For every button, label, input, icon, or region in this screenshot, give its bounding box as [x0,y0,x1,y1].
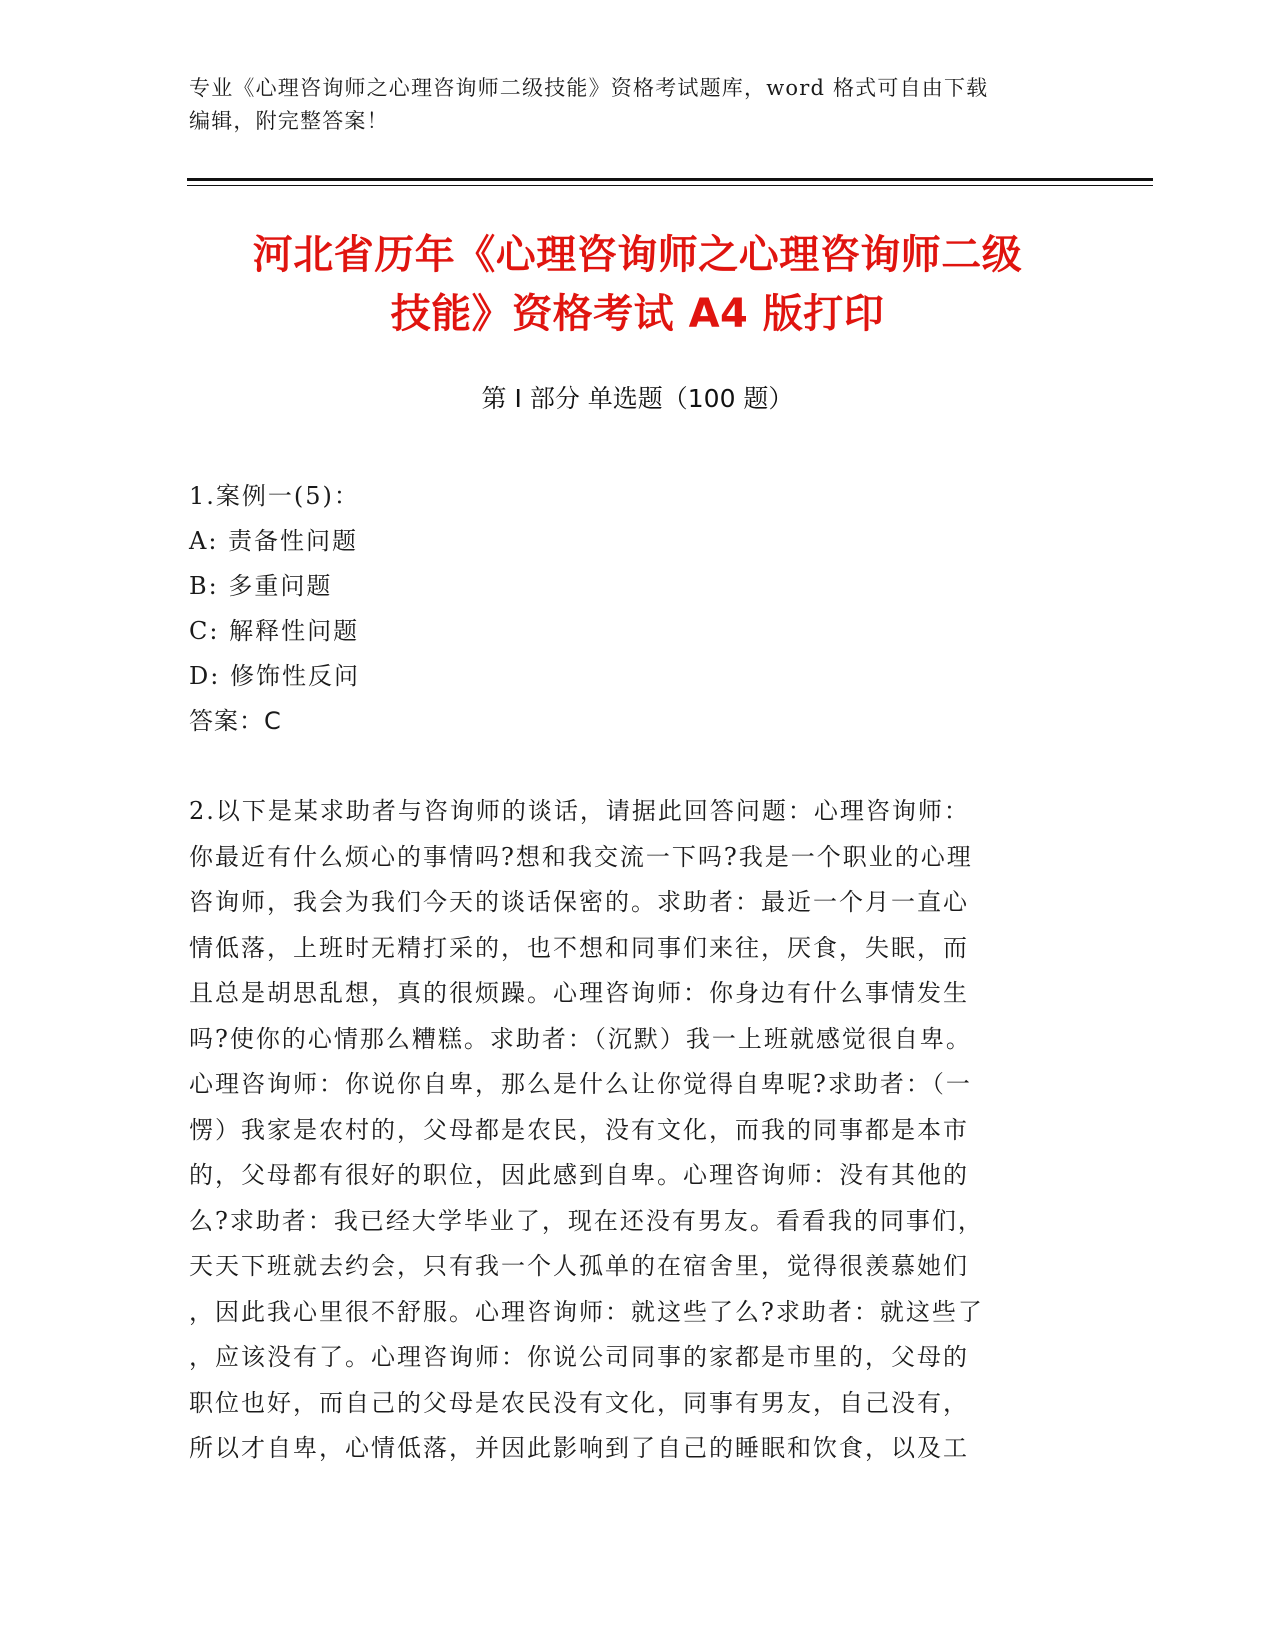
question-text-line: 且总是胡思乱想，真的很烦躁。心理咨询师：你身边有什么事情发生 [189,979,969,1007]
question-list [189,474,1069,1472]
question-text-line: 你最近有什么烦心的事情吗?想和我交流一下吗?我是一个职业的心理 [189,842,973,871]
question-text-line: 吗?使你的心情那么糟糕。求助者：（沉默）我一上班就感觉很自卑。 [189,1024,972,1053]
option-b: B: 多重问题 [189,572,333,600]
question-text-line: ，应该没有了。心理咨询师：你说公司同事的家都是市里的，父母的 [189,1343,969,1371]
question-text-line: 职位也好，而自己的父母是农民没有文化，同事有男友，自己没有， [189,1388,969,1417]
question-text-line: 咨询师，我会为我们今天的谈话保密的。求助者：最近一个月一直心 [189,888,969,916]
option-d: D: 修饰性反问 [189,662,360,690]
question-text-line: 情低落，上班时无精打采的，也不想和同事们来往，厌食，失眠，而 [189,933,969,962]
question-stem: 1.案例一(5)： [189,482,360,510]
document-title [150,226,1125,344]
question-text-line: 的，父母都有很好的职位，因此感到自卑。心理咨询师：没有其他的 [189,1161,969,1189]
answer-line: 答案：C [189,707,282,735]
question-spacer [189,744,1069,789]
option-c: C: 解释性问题 [189,617,360,645]
section-title: 第 I 部分 单选题（100 题） [481,384,794,413]
question-text-line: 所以才自卑，心情低落，并因此影响到了自己的睡眠和饮食，以及工 [189,1434,969,1462]
question-1 [189,474,1069,744]
question-text-line: 心理咨询师：你说你自卑，那么是什么让你觉得自卑呢?求助者：（一 [189,1070,972,1098]
header-note-line-2: 编辑，附完整答案！ [189,109,389,133]
question-text-line: 么?求助者：我已经大学毕业了，现在还没有男友。看看我的同事们， [189,1206,984,1235]
question-text-line: 2.以下是某求助者与咨询师的谈话，请据此回答问题：心理咨询师： [189,797,970,825]
question-text-line: ，因此我心里很不舒服。心理咨询师：就这些了么?求助者：就这些了 [189,1297,984,1326]
document-title-line-2: 技能》资格考试 A4 版打印 [390,291,885,337]
header-note-line-1: 专业《心理咨询师之心理咨询师二级技能》资格考试题库，word 格式可自由下载 [189,76,989,100]
option-a: A: 责备性问题 [189,527,359,555]
question-text-line: 愣）我家是农村的，父母都是农民，没有文化，而我的同事都是本市 [189,1115,969,1144]
header-note [189,72,1089,138]
header-divider-thick [187,178,1153,181]
header-divider-thin [187,185,1153,186]
document-title-line-1: 河北省历年《心理咨询师之心理咨询师二级 [252,232,1023,278]
question-2 [189,789,1069,1472]
question-text-line: 天天下班就去约会，只有我一个人孤单的在宿舍里，觉得很羡慕她们 [189,1252,969,1280]
